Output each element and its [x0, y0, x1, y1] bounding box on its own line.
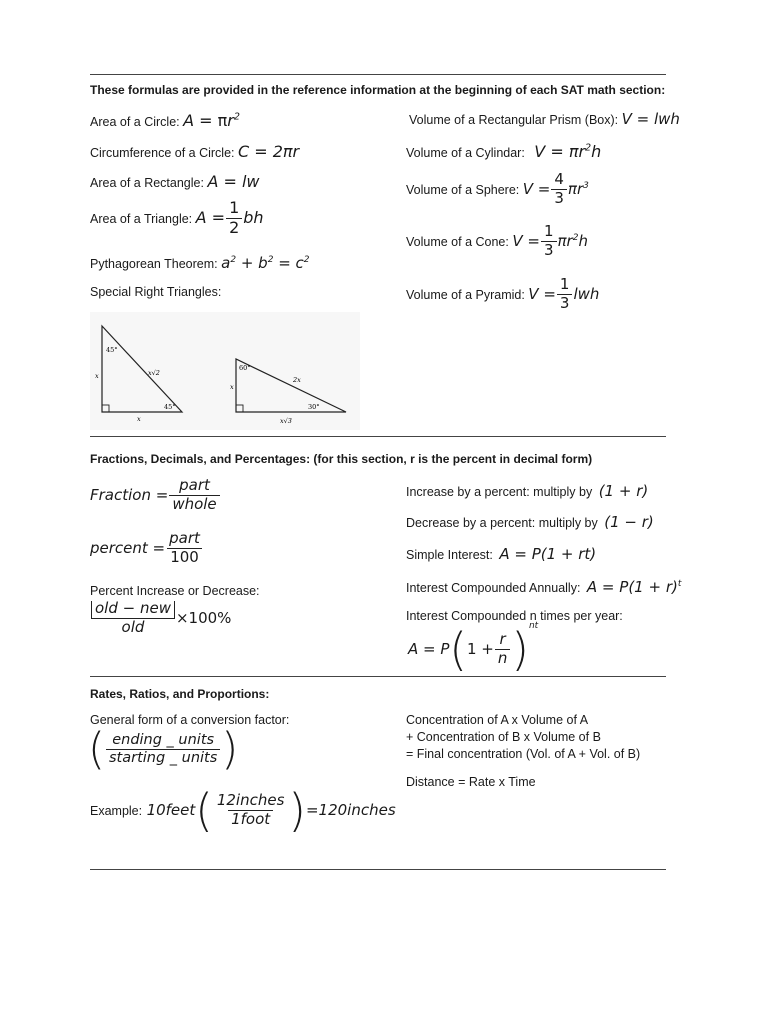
conversion-example: Example: 10feet( $\frac{\text{12inches}}{\text{1foot}}$ )=120inches	[90, 784, 396, 837]
rule-section-2	[90, 436, 666, 437]
angle-label: 45°	[106, 346, 118, 354]
concentration-line-2: + Concentration of B x Volume of B	[406, 730, 601, 744]
pythagorean-formula: Pythagorean Theorem: $a^2 + b^2 = c^2$	[90, 254, 310, 272]
triangle-area-formula: Area of a Triangle: A = $\frac{1}{2}$ bh	[90, 198, 264, 237]
concentration-line-1: Concentration of A x Volume of A	[406, 713, 589, 727]
side-label: 2x	[293, 376, 301, 384]
decrease-percent-formula: Decrease by a percent: multiply by (1 − r)	[406, 513, 654, 531]
side-label: x	[230, 383, 234, 391]
percent-change-label: Percent Increase or Decrease:	[90, 584, 260, 598]
cylinder-volume-formula: Volume of a Cylindar: $V = \pi r^2h$	[406, 142, 602, 161]
distance-formula: Distance = Rate x Time	[406, 775, 536, 789]
angle-label: 60°	[239, 364, 251, 372]
angle-label: 45°	[164, 403, 176, 411]
concentration-line-3: = Final concentration (Vol. of A + Vol. of B)	[406, 747, 641, 761]
compound-annual-formula: Interest Compounded Annually: $A = P(1 + r)^t$	[406, 578, 682, 596]
percent-change-formula: $\frac{\text{old − new}}{\text{old}}$ ×100%	[90, 601, 231, 636]
section-2-header: Fractions, Decimals, and Percentages: (for this section, r is the percent in decimal form)	[90, 452, 593, 466]
rule-bottom	[90, 869, 666, 870]
compound-n-times-label: Interest Compounded n times per year:	[406, 609, 623, 623]
side-label: x	[137, 415, 141, 423]
circumference-formula: Circumference of a Circle: C = 2πr	[90, 142, 300, 161]
special-right-triangles-label: Special Right Triangles:	[90, 285, 222, 299]
conversion-factor-formula: ( $\frac{\text{ending \_ units}}{\text{starting \_ units}}$ )	[88, 724, 239, 774]
side-label: x√2	[148, 369, 160, 377]
cone-volume-formula: Volume of a Cone: V = $\frac{1}{3}$ $\pi r^2h$	[406, 222, 588, 259]
increase-percent-formula: Increase by a percent: multiply by (1 + r)	[406, 482, 649, 500]
fraction-formula: Fraction = $\frac{\text{part}}{\text{whole}}$	[90, 478, 221, 513]
angle-label: 30°	[308, 403, 320, 411]
special-triangles-figure	[90, 312, 360, 430]
pyramid-volume-formula: Volume of a Pyramid: V = $\frac{1}{3}$ lwh	[406, 275, 600, 312]
percent-formula: percent = $\frac{\text{part}}{100}$	[90, 529, 200, 566]
side-label: x	[95, 372, 99, 380]
circle-area-formula: Area of a Circle: $A = \pi r^2$	[90, 111, 240, 130]
prism-volume-formula: Volume of a Rectangular Prism (Box): V = lwh	[409, 110, 680, 128]
side-label: x√3	[280, 417, 292, 425]
section-3-header: Rates, Ratios, and Proportions:	[90, 687, 270, 701]
section-1-header: These formulas are provided in the reference information at the beginning of each SAT math section:	[90, 83, 666, 97]
rule-top	[90, 74, 666, 75]
rectangle-area-formula: Area of a Rectangle: A = lw	[90, 172, 260, 191]
simple-interest-formula: Simple Interest: A = P(1 + rt)	[406, 545, 597, 563]
rule-section-3	[90, 676, 666, 677]
conversion-factor-label: General form of a conversion factor:	[90, 713, 290, 727]
sphere-volume-formula: Volume of a Sphere: V = $\frac{4}{3}$ $\pi r^3$	[406, 170, 589, 207]
compound-n-times-formula: A = P(1 + $\frac{r}{n}$ )$^{nt}$	[408, 621, 539, 676]
